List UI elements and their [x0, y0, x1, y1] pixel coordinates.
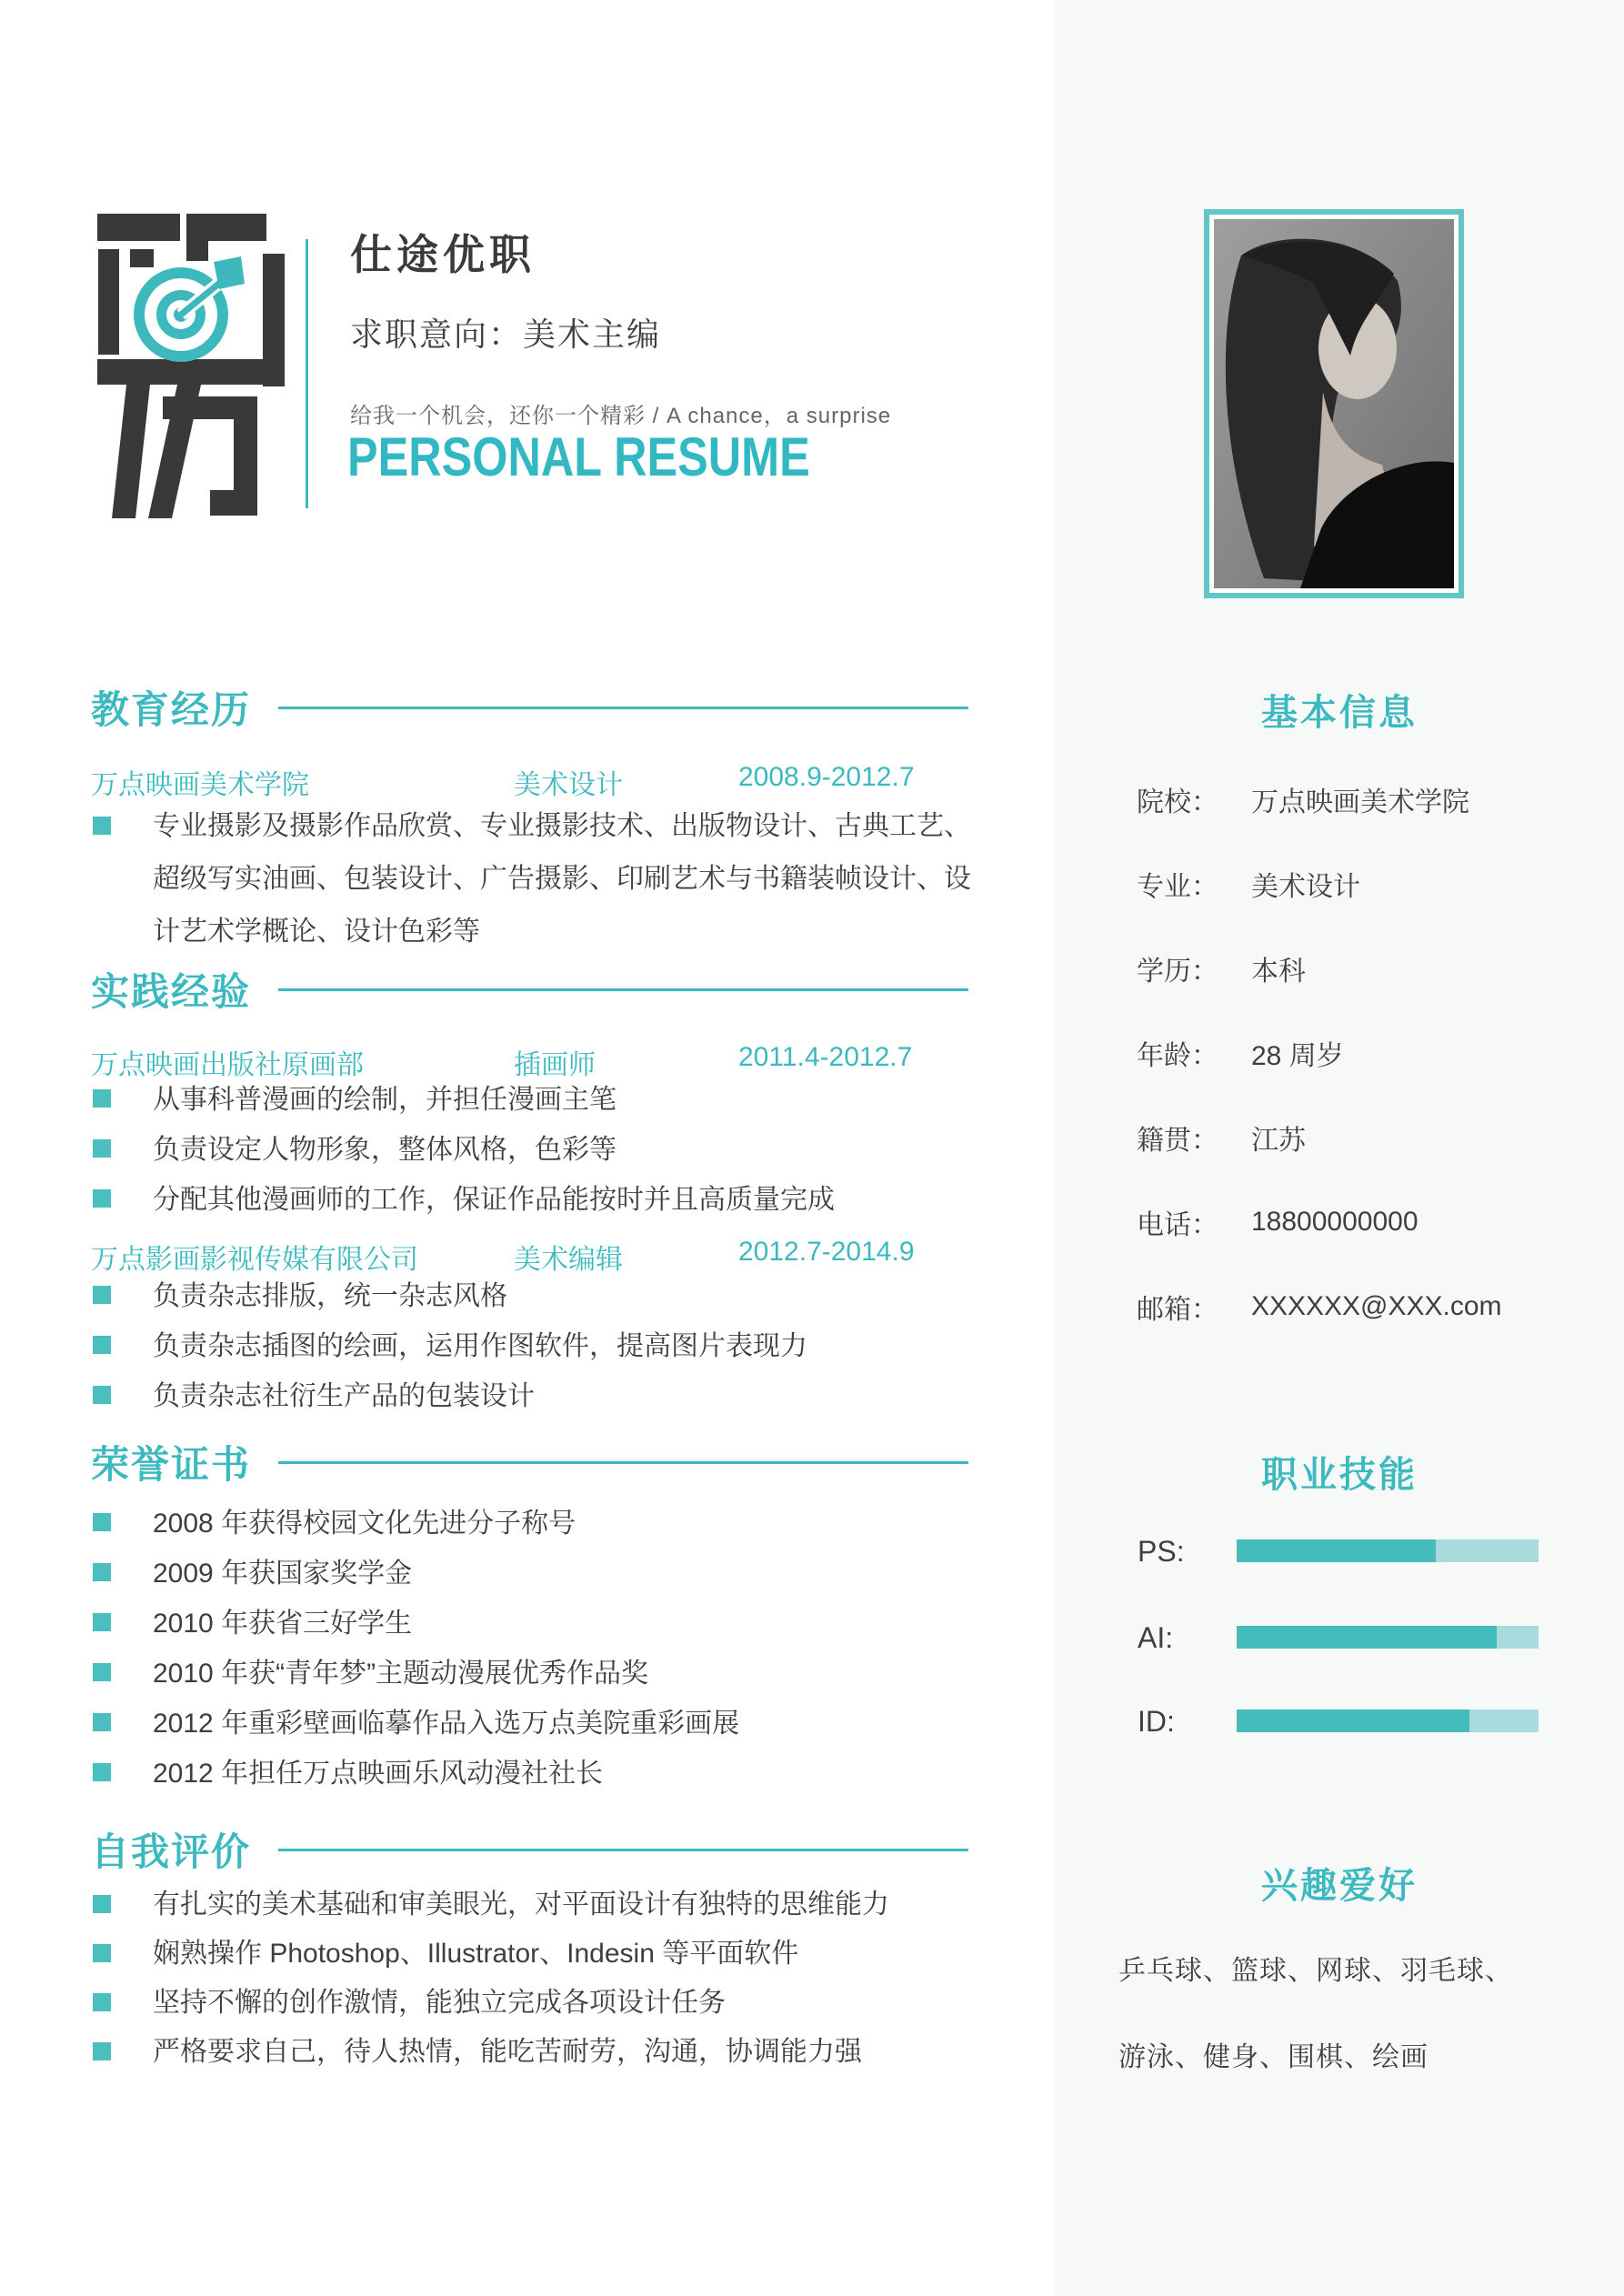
list-item	[91, 1075, 980, 1125]
list-item-text: 2010 年获省三好学生	[153, 1609, 413, 1639]
tagline: 给我一个机会，还你一个精彩 / A chance，a surprise	[350, 404, 892, 428]
bullet-square-icon	[93, 1563, 111, 1581]
job-role: 美术编辑	[514, 1245, 623, 1275]
list-item	[91, 1699, 980, 1749]
profile-photo	[1204, 209, 1464, 598]
subtitle-personal-resume: PERSONAL RESUME	[347, 426, 810, 487]
skill-progress-bar	[1237, 1626, 1539, 1649]
info-value: 本科	[1251, 956, 1306, 987]
job-objective: 求职意向：美术主编	[350, 316, 662, 353]
section-rule	[278, 707, 968, 709]
list-item	[91, 1125, 980, 1175]
section-honors	[91, 1435, 968, 1489]
info-row-school	[1055, 757, 1624, 841]
section-experience-title: 实践经验	[91, 970, 252, 1013]
skill-progress-fill	[1237, 1709, 1469, 1732]
list-item	[91, 1880, 980, 1930]
list-item-text: 从事科普漫画的绘制，并担任漫画主笔	[153, 1085, 617, 1115]
list-item	[91, 1549, 980, 1599]
info-label: 邮箱：	[1137, 1294, 1218, 1325]
skill-progress-bar	[1237, 1539, 1539, 1562]
bullet-square-icon	[93, 1386, 111, 1404]
page-title: 仕途优职	[350, 231, 536, 278]
sidebar-heading-interests: 兴趣爱好	[1261, 1866, 1418, 1906]
list-item	[91, 1599, 980, 1649]
job-period: 2012.7-2014.9	[738, 1237, 915, 1267]
list-item	[91, 1321, 980, 1371]
bullet-square-icon	[93, 1513, 111, 1531]
education-row	[91, 762, 973, 798]
list-item-text: 分配其他漫画师的工作，保证作品能按时并且高质量完成	[153, 1185, 835, 1215]
bullet-square-icon	[93, 1663, 111, 1681]
skill-row-ps	[1055, 1529, 1624, 1573]
skill-label: AI:	[1138, 1621, 1174, 1654]
list-item	[91, 1175, 980, 1225]
evaluation-list	[91, 1880, 980, 2077]
section-education-title: 教育经历	[91, 688, 252, 731]
list-item-text: 2009 年获国家奖学金	[153, 1559, 413, 1589]
header-divider	[306, 239, 308, 508]
list-item	[91, 2028, 980, 2077]
info-row-hometown	[1055, 1095, 1624, 1179]
info-row-phone	[1055, 1179, 1624, 1264]
info-label: 专业：	[1137, 871, 1218, 902]
job-row	[91, 1042, 973, 1078]
list-item-text: 严格要求自己，待人热情，能吃苦耐劳，沟通，协调能力强	[153, 2037, 862, 2067]
job-company: 万点映画出版社原画部	[91, 1050, 364, 1080]
basic-info-rows	[1055, 757, 1624, 1349]
job-row	[91, 1237, 973, 1273]
info-row-major	[1055, 841, 1624, 926]
list-item-text: 负责设定人物形象，整体风格，色彩等	[153, 1135, 617, 1165]
skill-progress-fill	[1237, 1626, 1497, 1649]
info-value: 美术设计	[1251, 871, 1360, 902]
info-value: XXXXXX@XXX.com	[1251, 1290, 1502, 1321]
info-label: 籍贯：	[1137, 1125, 1218, 1156]
bullet-square-icon	[93, 1089, 111, 1108]
education-school: 万点映画美术学院	[91, 770, 309, 800]
info-value: 万点映画美术学院	[1251, 787, 1469, 817]
skill-progress-fill	[1237, 1539, 1436, 1562]
list-item-text: 有扎实的美术基础和审美眼光，对平面设计有独特的思维能力	[153, 1890, 889, 1920]
job-bullet-list	[91, 1271, 980, 1421]
info-label: 学历：	[1137, 956, 1218, 987]
list-item	[91, 1371, 980, 1421]
education-courses-text: 专业摄影及摄影作品欣赏、专业摄影技术、出版物设计、古典工艺、超级写实油画、包装设计、广告摄影、印刷艺术与书籍装帧设计、设计艺术学概论、设计色彩等	[153, 811, 971, 947]
list-item-text: 负责杂志排版，统一杂志风格	[153, 1281, 507, 1311]
skill-row-id	[1055, 1699, 1624, 1743]
education-courses	[91, 800, 980, 958]
list-item-text: 坚持不懈的创作激情，能独立完成各项设计任务	[153, 1988, 726, 2018]
info-label: 年龄：	[1137, 1040, 1218, 1071]
bullet-square-icon	[93, 1895, 111, 1913]
section-evaluation-title: 自我评价	[91, 1830, 252, 1873]
list-item-text: 2012 年重彩壁画临摹作品入选万点美院重彩画展	[153, 1709, 740, 1739]
section-rule	[278, 988, 968, 991]
section-rule	[278, 1461, 968, 1464]
section-education	[91, 680, 968, 735]
bullet-square-icon	[93, 1993, 111, 2011]
list-item-text: 2010 年获“青年梦”主题动漫展优秀作品奖	[153, 1659, 649, 1689]
sidebar-heading-skills: 职业技能	[1261, 1455, 1418, 1495]
list-item-text: 负责杂志社衍生产品的包装设计	[153, 1381, 535, 1411]
list-item-text: 2012 年担任万点映画乐风动漫社社长	[153, 1759, 604, 1789]
bullet-square-icon	[93, 1944, 111, 1962]
bullet-square-icon	[93, 1189, 111, 1208]
info-row-email	[1055, 1264, 1624, 1349]
section-rule	[278, 1849, 968, 1851]
info-value: 江苏	[1251, 1125, 1306, 1156]
list-item-text: 负责杂志插图的绘画，运用作图软件，提高图片表现力	[153, 1331, 807, 1361]
bullet-square-icon	[93, 1139, 111, 1158]
job-role: 插画师	[514, 1050, 596, 1080]
skill-label: PS:	[1138, 1535, 1185, 1568]
job-period: 2011.4-2012.7	[738, 1042, 913, 1072]
bullet-square-icon	[93, 1763, 111, 1781]
section-experience	[91, 962, 968, 1017]
bullet-square-icon	[93, 1336, 111, 1354]
list-item-text: 2008 年获得校园文化先进分子称号	[153, 1509, 576, 1539]
honors-list	[91, 1499, 980, 1799]
education-major: 美术设计	[514, 770, 623, 800]
info-label: 院校：	[1137, 787, 1218, 817]
bullet-square-icon	[93, 1713, 111, 1731]
education-period: 2008.9-2012.7	[738, 762, 915, 792]
section-honors-title: 荣誉证书	[91, 1443, 252, 1486]
section-evaluation	[91, 1822, 968, 1877]
job-company: 万点影画影视传媒有限公司	[91, 1245, 418, 1275]
interests-line: 游泳、健身、围棋、绘画	[1118, 2042, 1429, 2072]
bullet-square-icon	[93, 1286, 111, 1304]
list-item	[91, 1749, 980, 1799]
list-item	[91, 1271, 980, 1321]
list-item	[91, 1499, 980, 1549]
list-item-text: 娴熟操作 Photoshop、Illustrator、Indesin 等平面软件	[153, 1939, 799, 1969]
interests-line: 乒乓球、篮球、网球、羽毛球、	[1118, 1956, 1513, 1986]
bullet-square-icon	[93, 2042, 111, 2060]
resume-logo-icon	[86, 202, 286, 526]
info-label: 电话：	[1137, 1209, 1218, 1240]
list-item	[91, 1979, 980, 2028]
info-row-degree	[1055, 926, 1624, 1010]
skill-row-ai	[1055, 1616, 1624, 1659]
job-bullet-list	[91, 1075, 980, 1225]
bullet-square-icon	[93, 1613, 111, 1631]
info-value: 18800000000	[1251, 1206, 1418, 1237]
sidebar-heading-basic-info: 基本信息	[1261, 693, 1418, 733]
skill-label: ID:	[1138, 1705, 1175, 1738]
list-item	[91, 1649, 980, 1699]
target-dart-icon	[134, 256, 245, 362]
bullet-square-icon	[93, 817, 111, 835]
info-value: 28 周岁	[1251, 1040, 1344, 1071]
sidebar	[1055, 0, 1624, 2296]
skill-progress-bar	[1237, 1709, 1539, 1732]
list-item	[91, 1930, 980, 1979]
info-row-age	[1055, 1010, 1624, 1095]
